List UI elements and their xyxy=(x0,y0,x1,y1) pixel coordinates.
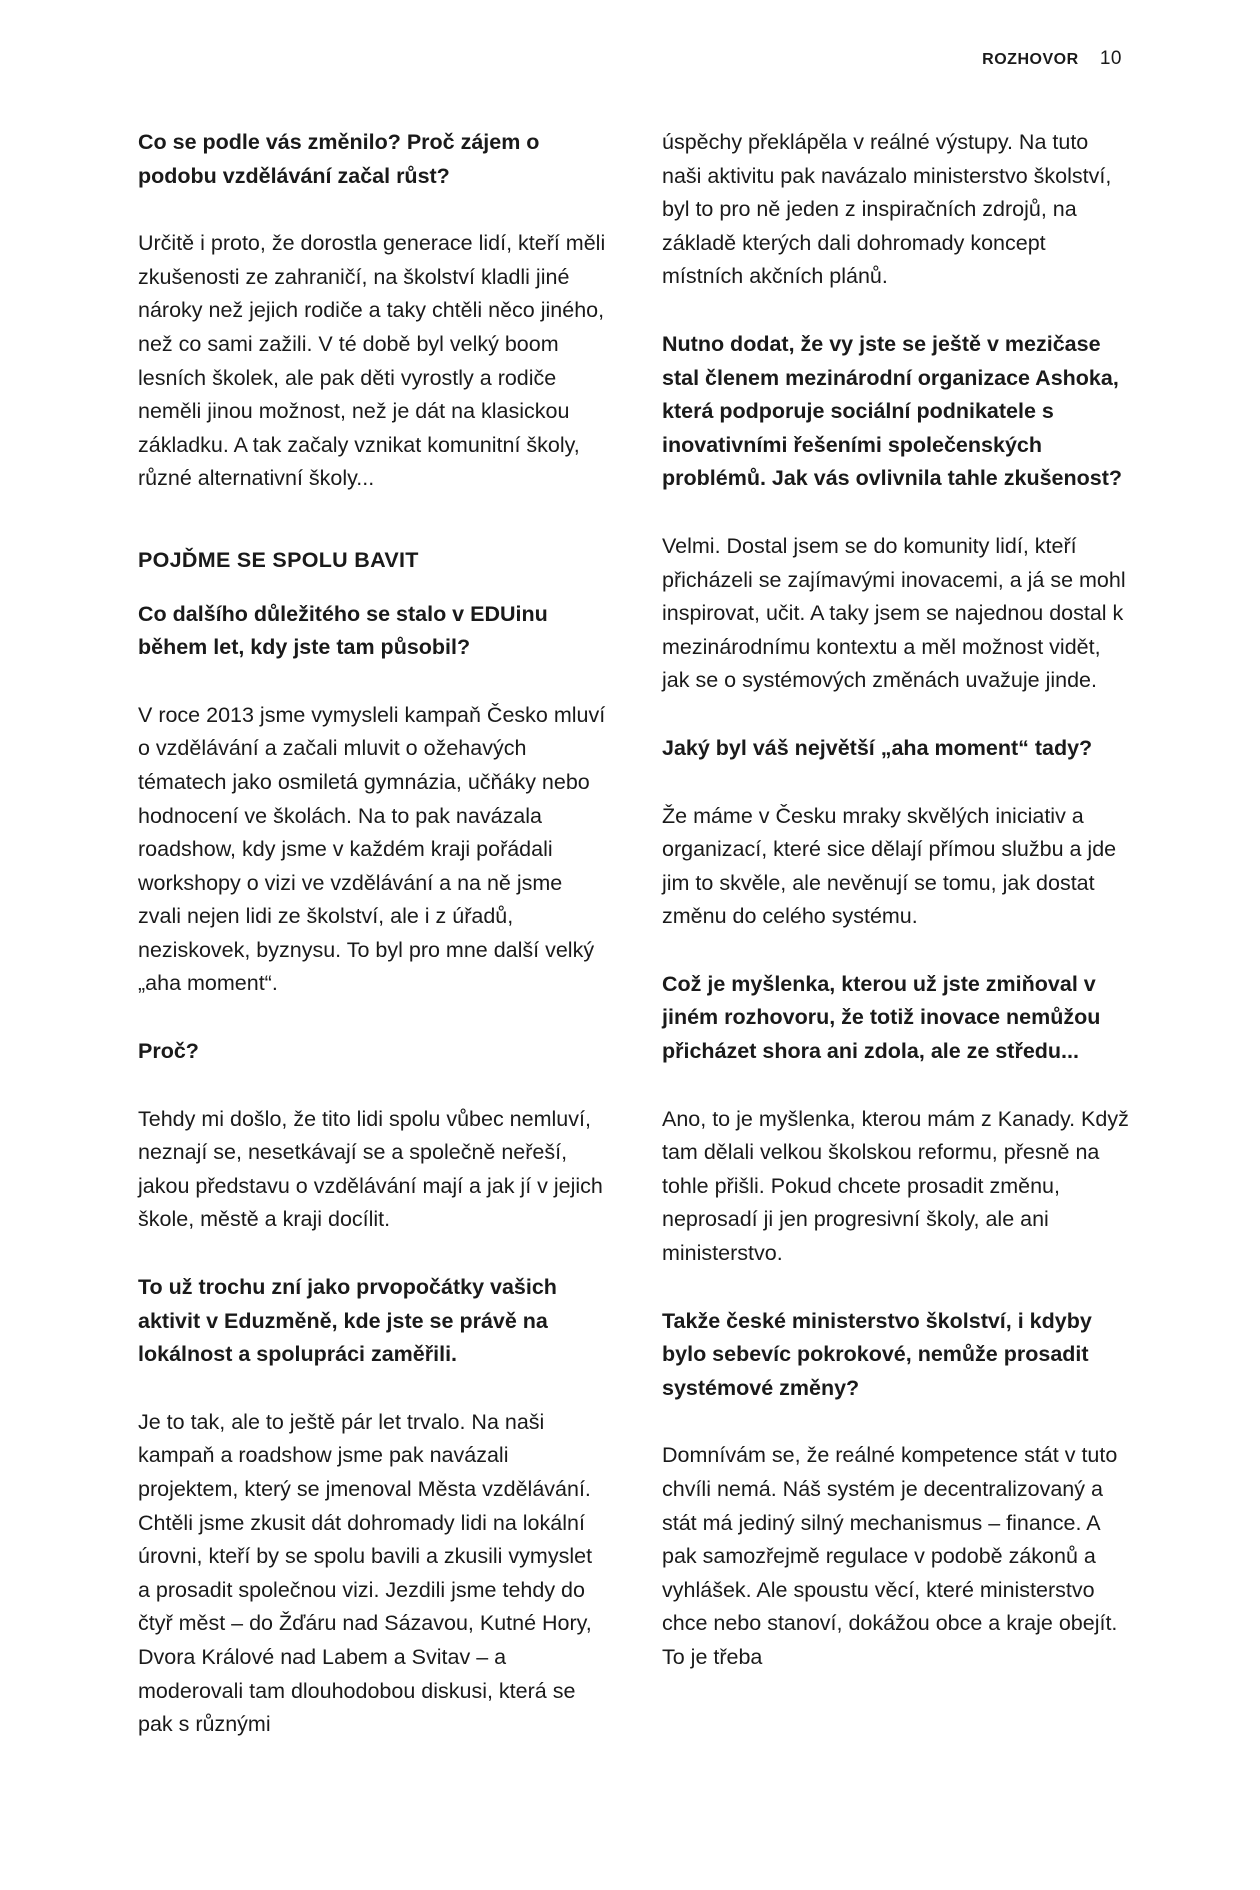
answer-text: Ano, to je myšlenka, kterou mám z Kanady. Když tam dělali velkou školskou reformu, přesně na tohle přišli. Pokud chcete prosadit změnu, neprosadí ji jen progresivní školy, ale ani ministerstvo. xyxy=(662,1106,1129,1266)
answer xyxy=(662,1439,1132,1674)
answer xyxy=(138,227,608,496)
question-text: Co se podle vás změnilo? Proč zájem o podobu vzdělávání začal růst? xyxy=(138,130,540,188)
left-column xyxy=(138,126,608,1776)
answer xyxy=(138,1103,608,1237)
answer-text: Je to tak, ale to ještě pár let trvalo. Na naši kampaň a roadshow jsme pak navázali projektem, který se jmenoval Města vzdělávání. Chtěli jsme zkusit dát dohromady lidi na lokální úrovni, kteří by se spolu bavili a zkusili vymyslet a prosadit společnou vizi. Jezdili jsme tehdy do čtyř měst – do Žďáru nad Sázavou, Kutné Hory, Dvora Králové nad Labem a Svitav – a moderovali tam dlouhodobou diskusi, která se pak s různými xyxy=(138,1409,593,1737)
question xyxy=(138,598,608,665)
question-text: To už trochu zní jako prvopočátky vašich aktivit v Eduzměně, kde jste se právě na lokálnost a spolupráci zaměřili. xyxy=(138,1275,557,1367)
question xyxy=(662,968,1132,1069)
heading-text: POJĎME SE SPOLU BAVIT xyxy=(138,547,419,572)
page-header xyxy=(982,48,1122,70)
answer-text: Určitě i proto, že dorostla generace lidí, kteří měli zkušenosti ze zahraničí, na školství kladli jiné nároky než jejich rodiče a taky chtěli něco jiného, než co sami zažili. V té době byl velký boom lesních školek, ale pak děti vyrostly a rodiče neměli jinou možnost, než je dát na klasickou základku. A tak začaly vznikat komunitní školy, různé alternativní školy... xyxy=(138,231,606,491)
answer-text: Domnívám se, že reálné kompetence stát v tuto chvíli nemá. Náš systém je decentralizovaný a stát má jediný silný mechanismus – finance. A pak samozřejmě regulace v podobě zákonů a vyhlášek. Ale spoustu věcí, které ministerstvo chce nebo stanoví, dokážou obce a kraje obejít. To je třeba xyxy=(662,1443,1118,1669)
answer xyxy=(662,530,1132,698)
answer-text: Velmi. Dostal jsem se do komunity lidí, kteří přicházeli se zajímavými inovacemi, a já se mohl inspirovat, učit. A taky jsem se najednou dostal k mezinárodnímu kontextu a měl možnost vidět, jak se o systémových změnách uvažuje jinde. xyxy=(662,533,1126,693)
answer xyxy=(138,1406,608,1742)
question xyxy=(662,328,1132,496)
page-number: 10 xyxy=(1099,48,1122,69)
answer xyxy=(662,800,1132,934)
answer-text: Tehdy mi došlo, že tito lidi spolu vůbec nemluví, neznají se, nesetkávají se a společně neřeší, jakou představu o vzdělávání mají a jak jí v jejich škole, městě a kraji docílit. xyxy=(138,1106,603,1232)
section-heading xyxy=(138,544,608,578)
right-column xyxy=(662,126,1132,1709)
question xyxy=(138,1035,608,1069)
answer xyxy=(662,126,1132,294)
answer-text: V roce 2013 jsme vymysleli kampaň Česko mluví o vzdělávání a začali mluvit o ožehavých tématech jako osmiletá gymnázia, učňáky nebo hodnocení ve školách. Na to pak navázala roadshow, kdy jsme v každém kraji pořádali workshopy o vizi ve vzdělávání a na ně jsme zvali nejen lidi ze školství, ale i z úřadů, neziskovek, byznysu. To byl pro mne další velký „aha moment“. xyxy=(138,702,606,996)
answer-text: úspěchy překlápěla v reálné výstupy. Na tuto naši aktivitu pak navázalo ministerstvo školství, byl to pro ně jeden z inspiračních zdrojů, na základě kterých dali dohromady koncept místních akčních plánů. xyxy=(662,130,1112,289)
answer-text: Že máme v Česku mraky skvělých iniciativ a organizací, které sice dělají přímou službu a jde jim to skvěle, ale nevěnují se tomu, jak dostat změnu do celého systému. xyxy=(662,803,1117,929)
question-text: Takže české ministerstvo školství, i kdyby bylo sebevíc pokrokové, nemůže prosadit systémové změny? xyxy=(662,1308,1092,1400)
question xyxy=(138,1271,608,1372)
answer xyxy=(138,699,608,1001)
section-label: ROZHOVOR xyxy=(982,51,1079,68)
question xyxy=(662,732,1132,766)
question-text: Nutno dodat, že vy jste se ještě v mezičase stal členem mezinárodní organizace Ashoka, která podporuje sociální podnikatele s inovativními řešeními společenských problémů. Jak vás ovlivnila tahle zkušenost? xyxy=(662,331,1123,491)
question-text: Jaký byl váš největší „aha moment“ tady? xyxy=(662,735,1093,760)
question-text: Což je myšlenka, kterou už jste zmiňoval v jiném rozhovoru, že totiž inovace nemůžou přicházet shora ani zdola, ale ze středu... xyxy=(662,971,1101,1064)
question xyxy=(662,1305,1132,1406)
question-text: Co dalšího důležitého se stalo v EDUinu během let, kdy jste tam působil? xyxy=(138,601,548,660)
question xyxy=(138,126,608,193)
answer xyxy=(662,1103,1132,1271)
question-text: Proč? xyxy=(138,1039,199,1064)
